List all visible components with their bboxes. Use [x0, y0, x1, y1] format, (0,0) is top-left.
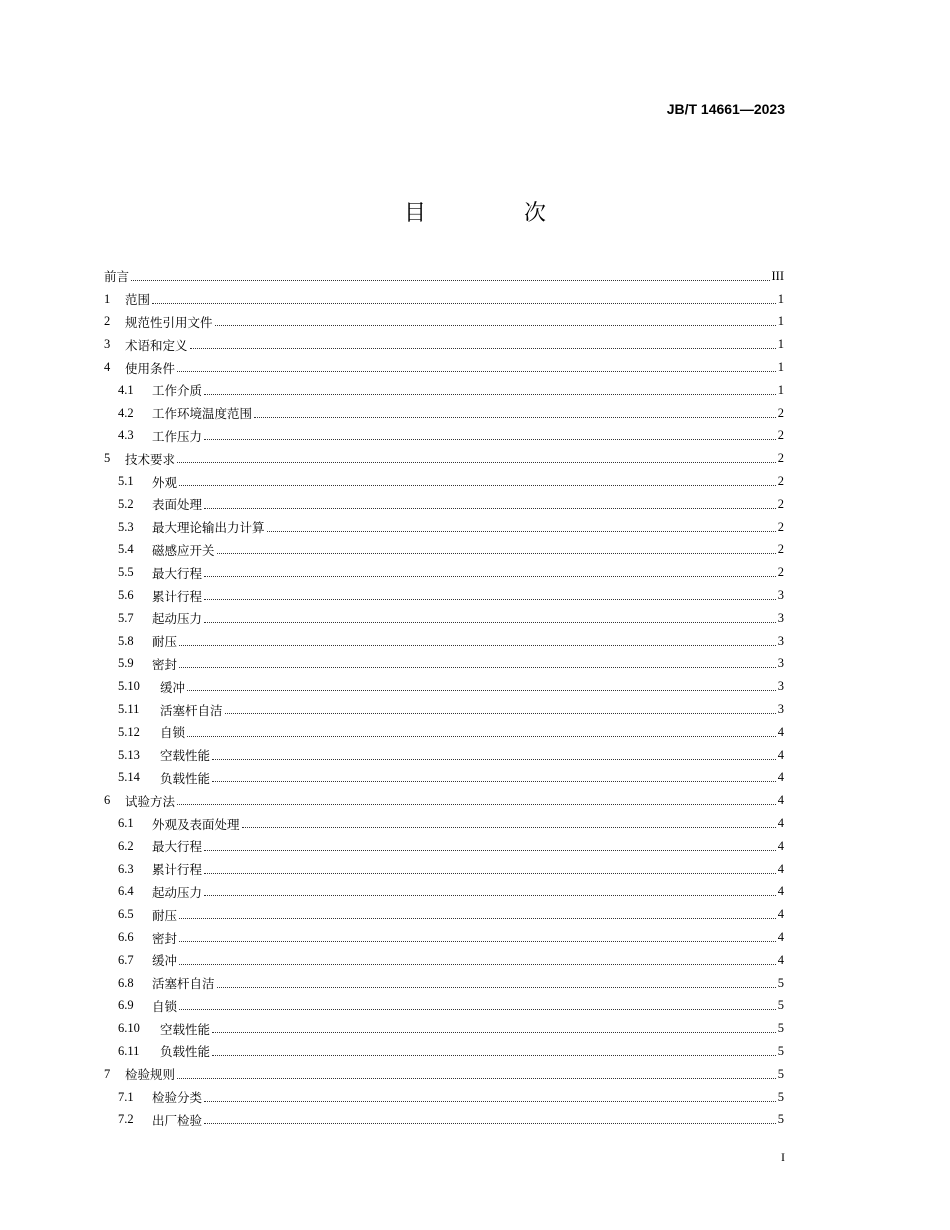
- toc-entry[interactable]: [104, 926, 784, 949]
- toc-entry[interactable]: [104, 949, 784, 972]
- toc-entry-page: 3: [777, 588, 784, 603]
- toc-entry-label: 活塞杆自洁: [160, 702, 223, 718]
- toc-entry-number: 5.14: [118, 770, 140, 785]
- toc-entry[interactable]: [104, 493, 784, 516]
- toc-entry-page: 4: [777, 930, 784, 944]
- toc-entry-page: 1: [777, 337, 784, 352]
- dot-leader: [179, 485, 776, 486]
- toc-entry-number: 5.3: [118, 519, 134, 534]
- dot-leader: [212, 781, 776, 782]
- dot-leader: [212, 1055, 776, 1056]
- toc-entry-number: 5.7: [118, 610, 134, 625]
- toc-entry-label: 起动压力: [152, 611, 203, 627]
- toc-entry-label: 自锁: [152, 998, 178, 1014]
- toc-entry-number: 5.5: [118, 565, 134, 580]
- toc-entry[interactable]: [104, 881, 784, 904]
- toc-entry[interactable]: [104, 1063, 784, 1086]
- toc-entry[interactable]: [104, 265, 784, 288]
- toc-entry[interactable]: [104, 561, 784, 584]
- toc-entry-page: 4: [777, 747, 784, 762]
- toc-entry-page: 5: [777, 1112, 784, 1127]
- toc-entry-number: 5.9: [118, 656, 134, 671]
- toc-entry-label: 表面处理: [152, 497, 203, 513]
- dot-leader: [267, 531, 776, 532]
- toc-entry-page: 2: [777, 451, 784, 466]
- toc-title: 目 次: [403, 201, 584, 226]
- toc-entry-label: 规范性引用文件: [125, 314, 213, 330]
- toc-entry-number: 6.10: [118, 1021, 140, 1036]
- toc-entry-number: 5: [104, 451, 111, 466]
- dot-leader: [217, 987, 776, 988]
- toc-entry-label: 检验规则: [125, 1067, 176, 1083]
- toc-entry-number: 6.7: [118, 952, 134, 967]
- toc-entry-label: 外观: [152, 474, 178, 490]
- toc-entry[interactable]: [104, 516, 784, 539]
- toc-entry-page: 3: [777, 656, 784, 671]
- toc-entry-number: 7: [104, 1066, 111, 1081]
- dot-leader: [177, 371, 776, 372]
- toc-entry-number: 6.5: [118, 907, 134, 922]
- toc-entry-number: 6.8: [118, 975, 134, 990]
- toc-entry-label: 技术要求: [125, 451, 176, 467]
- toc-entry-page: 2: [777, 474, 784, 489]
- toc-entry-label: 出厂检验: [152, 1112, 203, 1128]
- dot-leader: [190, 348, 776, 349]
- toc-entry-label: 空载性能: [160, 1021, 211, 1037]
- toc-entry-page: 4: [777, 861, 784, 876]
- toc-entry[interactable]: [104, 470, 784, 493]
- toc-entry-label: 工作压力: [152, 428, 203, 444]
- toc-entry-page: 2: [777, 519, 784, 534]
- dot-leader: [179, 667, 776, 668]
- toc-entry-page: 2: [777, 542, 784, 557]
- toc-entry-number: 6.1: [118, 816, 134, 831]
- toc-entry-number: 6.6: [118, 930, 134, 944]
- toc-entry[interactable]: [104, 858, 784, 881]
- toc-entry-label: 工作环境温度范围: [152, 406, 253, 422]
- toc-entry-page: 2: [777, 565, 784, 580]
- dot-leader: [204, 622, 776, 623]
- toc-entry-number: 4: [104, 360, 111, 375]
- dot-leader: [179, 964, 776, 965]
- dot-leader: [179, 1009, 776, 1010]
- toc-entry-page: 4: [777, 793, 784, 808]
- toc-entry-label: 检验分类: [152, 1090, 203, 1106]
- toc-entry[interactable]: [104, 288, 784, 311]
- toc-entry[interactable]: [104, 402, 784, 425]
- toc-entry[interactable]: [104, 607, 784, 630]
- toc-entry-label: 最大行程: [152, 839, 203, 855]
- toc-entry-label: 耐压: [152, 907, 178, 923]
- toc-entry[interactable]: [104, 539, 784, 562]
- dot-leader: [204, 850, 776, 851]
- toc-entry-page: 4: [777, 770, 784, 785]
- toc-entry-label: 累计行程: [152, 588, 203, 604]
- toc-entry-label: 术语和定义: [125, 337, 188, 353]
- toc-entry-page: 3: [777, 610, 784, 625]
- toc-entry-number: 5.12: [118, 724, 140, 739]
- dot-leader: [131, 280, 769, 281]
- toc-entry-number: 5.11: [118, 702, 140, 717]
- toc-entry-page: 4: [777, 907, 784, 922]
- toc-entry[interactable]: [104, 744, 784, 767]
- toc-entry-page: 3: [777, 702, 784, 717]
- toc-entry[interactable]: [104, 767, 784, 790]
- dot-leader: [204, 895, 776, 896]
- toc-entry-number: 7.1: [118, 1089, 134, 1104]
- dot-leader: [177, 462, 776, 463]
- toc-entry-page: 5: [777, 1066, 784, 1081]
- toc-entry-label: 前言: [104, 269, 130, 285]
- toc-entry-number: 5.10: [118, 679, 140, 694]
- toc-entry-page: 2: [777, 428, 784, 443]
- toc-entry-number: 6.4: [118, 884, 134, 899]
- toc-entry-page: 4: [777, 838, 784, 853]
- toc-entry-number: 2: [104, 314, 111, 329]
- toc-entry-page: 4: [777, 724, 784, 739]
- page-number: I: [781, 1150, 785, 1164]
- toc-entry[interactable]: [104, 379, 784, 402]
- toc-entry-number: 5.1: [118, 474, 134, 489]
- dot-leader: [179, 941, 776, 942]
- dot-leader: [187, 690, 776, 691]
- toc-entry[interactable]: [104, 1040, 784, 1063]
- dot-leader: [187, 736, 776, 737]
- dot-leader: [212, 759, 776, 760]
- toc-entry-page: 3: [777, 679, 784, 694]
- toc-entry-label: 累计行程: [152, 862, 203, 878]
- toc-entry-number: 3: [104, 337, 111, 352]
- toc-entry[interactable]: [104, 311, 784, 334]
- toc-entry-number: 4.3: [118, 428, 134, 443]
- dot-leader: [177, 804, 776, 805]
- toc-entry-label: 工作介质: [152, 383, 203, 399]
- toc-entry-number: 4.2: [118, 405, 134, 420]
- dot-leader: [212, 1032, 776, 1033]
- toc-entry-number: 5.8: [118, 633, 134, 648]
- toc-entry[interactable]: [104, 903, 784, 926]
- toc-entry-page: 4: [777, 816, 784, 831]
- toc-entry-page: 5: [777, 1043, 784, 1058]
- toc-entry-label: 缓冲: [160, 679, 186, 695]
- dot-leader: [177, 1078, 776, 1079]
- toc-entry-label: 外观及表面处理: [152, 816, 240, 832]
- toc-entry-number: 6.2: [118, 838, 134, 853]
- toc-entry-label: 缓冲: [152, 953, 178, 969]
- toc-entry-number: 1: [104, 291, 111, 306]
- toc-entry[interactable]: [104, 995, 784, 1018]
- toc-entry-page: 5: [777, 975, 784, 990]
- toc-entry-label: 活塞杆自洁: [152, 976, 215, 992]
- toc-entry-number: 6: [104, 793, 111, 808]
- toc-entry-page: 1: [777, 291, 784, 306]
- toc-entry-label: 密封: [152, 656, 178, 672]
- toc-entry-number: 6.9: [118, 998, 134, 1013]
- toc-entry-label: 最大行程: [152, 565, 203, 581]
- dot-leader: [204, 508, 776, 509]
- toc-entry[interactable]: [104, 356, 784, 379]
- dot-leader: [204, 439, 776, 440]
- toc-entry[interactable]: [104, 1086, 784, 1109]
- toc-entry[interactable]: [104, 1017, 784, 1040]
- toc-entry-label: 耐压: [152, 634, 178, 650]
- toc-entry-number: 7.2: [118, 1112, 134, 1127]
- toc-entry[interactable]: [104, 972, 784, 995]
- toc-entry-number: 6.11: [118, 1043, 140, 1058]
- dot-leader: [215, 325, 776, 326]
- toc-entry[interactable]: [104, 584, 784, 607]
- toc-entry[interactable]: [104, 789, 784, 812]
- dot-leader: [204, 873, 776, 874]
- table-of-contents: [104, 265, 784, 1131]
- toc-entry[interactable]: [104, 425, 784, 448]
- document-code: JB/T 14661—2023: [666, 101, 785, 117]
- toc-entry-page: 4: [777, 884, 784, 899]
- toc-entry[interactable]: [104, 835, 784, 858]
- toc-entry-number: 5.6: [118, 588, 134, 603]
- toc-entry-label: 使用条件: [125, 360, 176, 376]
- toc-entry-page: III: [771, 268, 784, 283]
- toc-entry-label: 负载性能: [160, 1044, 211, 1060]
- toc-entry-page: 2: [777, 405, 784, 420]
- toc-entry[interactable]: [104, 447, 784, 470]
- dot-leader: [242, 827, 776, 828]
- dot-leader: [204, 599, 776, 600]
- dot-leader: [204, 576, 776, 577]
- toc-entry[interactable]: [104, 653, 784, 676]
- dot-leader: [217, 553, 776, 554]
- toc-entry[interactable]: [104, 675, 784, 698]
- toc-entry-page: 2: [777, 496, 784, 511]
- toc-entry[interactable]: [104, 721, 784, 744]
- toc-entry-page: 1: [777, 360, 784, 375]
- toc-entry-page: 4: [777, 952, 784, 967]
- toc-entry[interactable]: [104, 1108, 784, 1131]
- dot-leader: [152, 303, 776, 304]
- toc-entry-number: 6.3: [118, 861, 134, 876]
- dot-leader: [179, 645, 776, 646]
- toc-entry-label: 自锁: [160, 725, 186, 741]
- toc-entry-label: 密封: [152, 930, 178, 946]
- toc-entry-page: 5: [777, 1021, 784, 1036]
- toc-entry[interactable]: [104, 698, 784, 721]
- toc-entry-page: 3: [777, 633, 784, 648]
- toc-entry-label: 空载性能: [160, 748, 211, 764]
- toc-entry-label: 试验方法: [125, 793, 176, 809]
- toc-entry-number: 5.13: [118, 747, 140, 762]
- toc-entry[interactable]: [104, 333, 784, 356]
- dot-leader: [204, 1101, 776, 1102]
- toc-entry-label: 范围: [125, 292, 151, 308]
- toc-entry-label: 负载性能: [160, 770, 211, 786]
- toc-entry-label: 起动压力: [152, 884, 203, 900]
- toc-entry-label: 最大理论输出力计算: [152, 520, 265, 536]
- dot-leader: [204, 1123, 776, 1124]
- toc-entry-label: 磁感应开关: [152, 542, 215, 558]
- toc-entry-page: 1: [777, 314, 784, 329]
- toc-entry-number: 5.4: [118, 542, 134, 557]
- toc-entry-number: 4.1: [118, 382, 134, 397]
- dot-leader: [254, 417, 776, 418]
- toc-entry-page: 1: [777, 382, 784, 397]
- toc-entry-number: 5.2: [118, 496, 134, 511]
- toc-entry-page: 5: [777, 1089, 784, 1104]
- toc-entry-page: 5: [777, 998, 784, 1013]
- dot-leader: [225, 713, 776, 714]
- dot-leader: [179, 918, 776, 919]
- toc-entry[interactable]: [104, 812, 784, 835]
- toc-entry[interactable]: [104, 630, 784, 653]
- dot-leader: [204, 394, 776, 395]
